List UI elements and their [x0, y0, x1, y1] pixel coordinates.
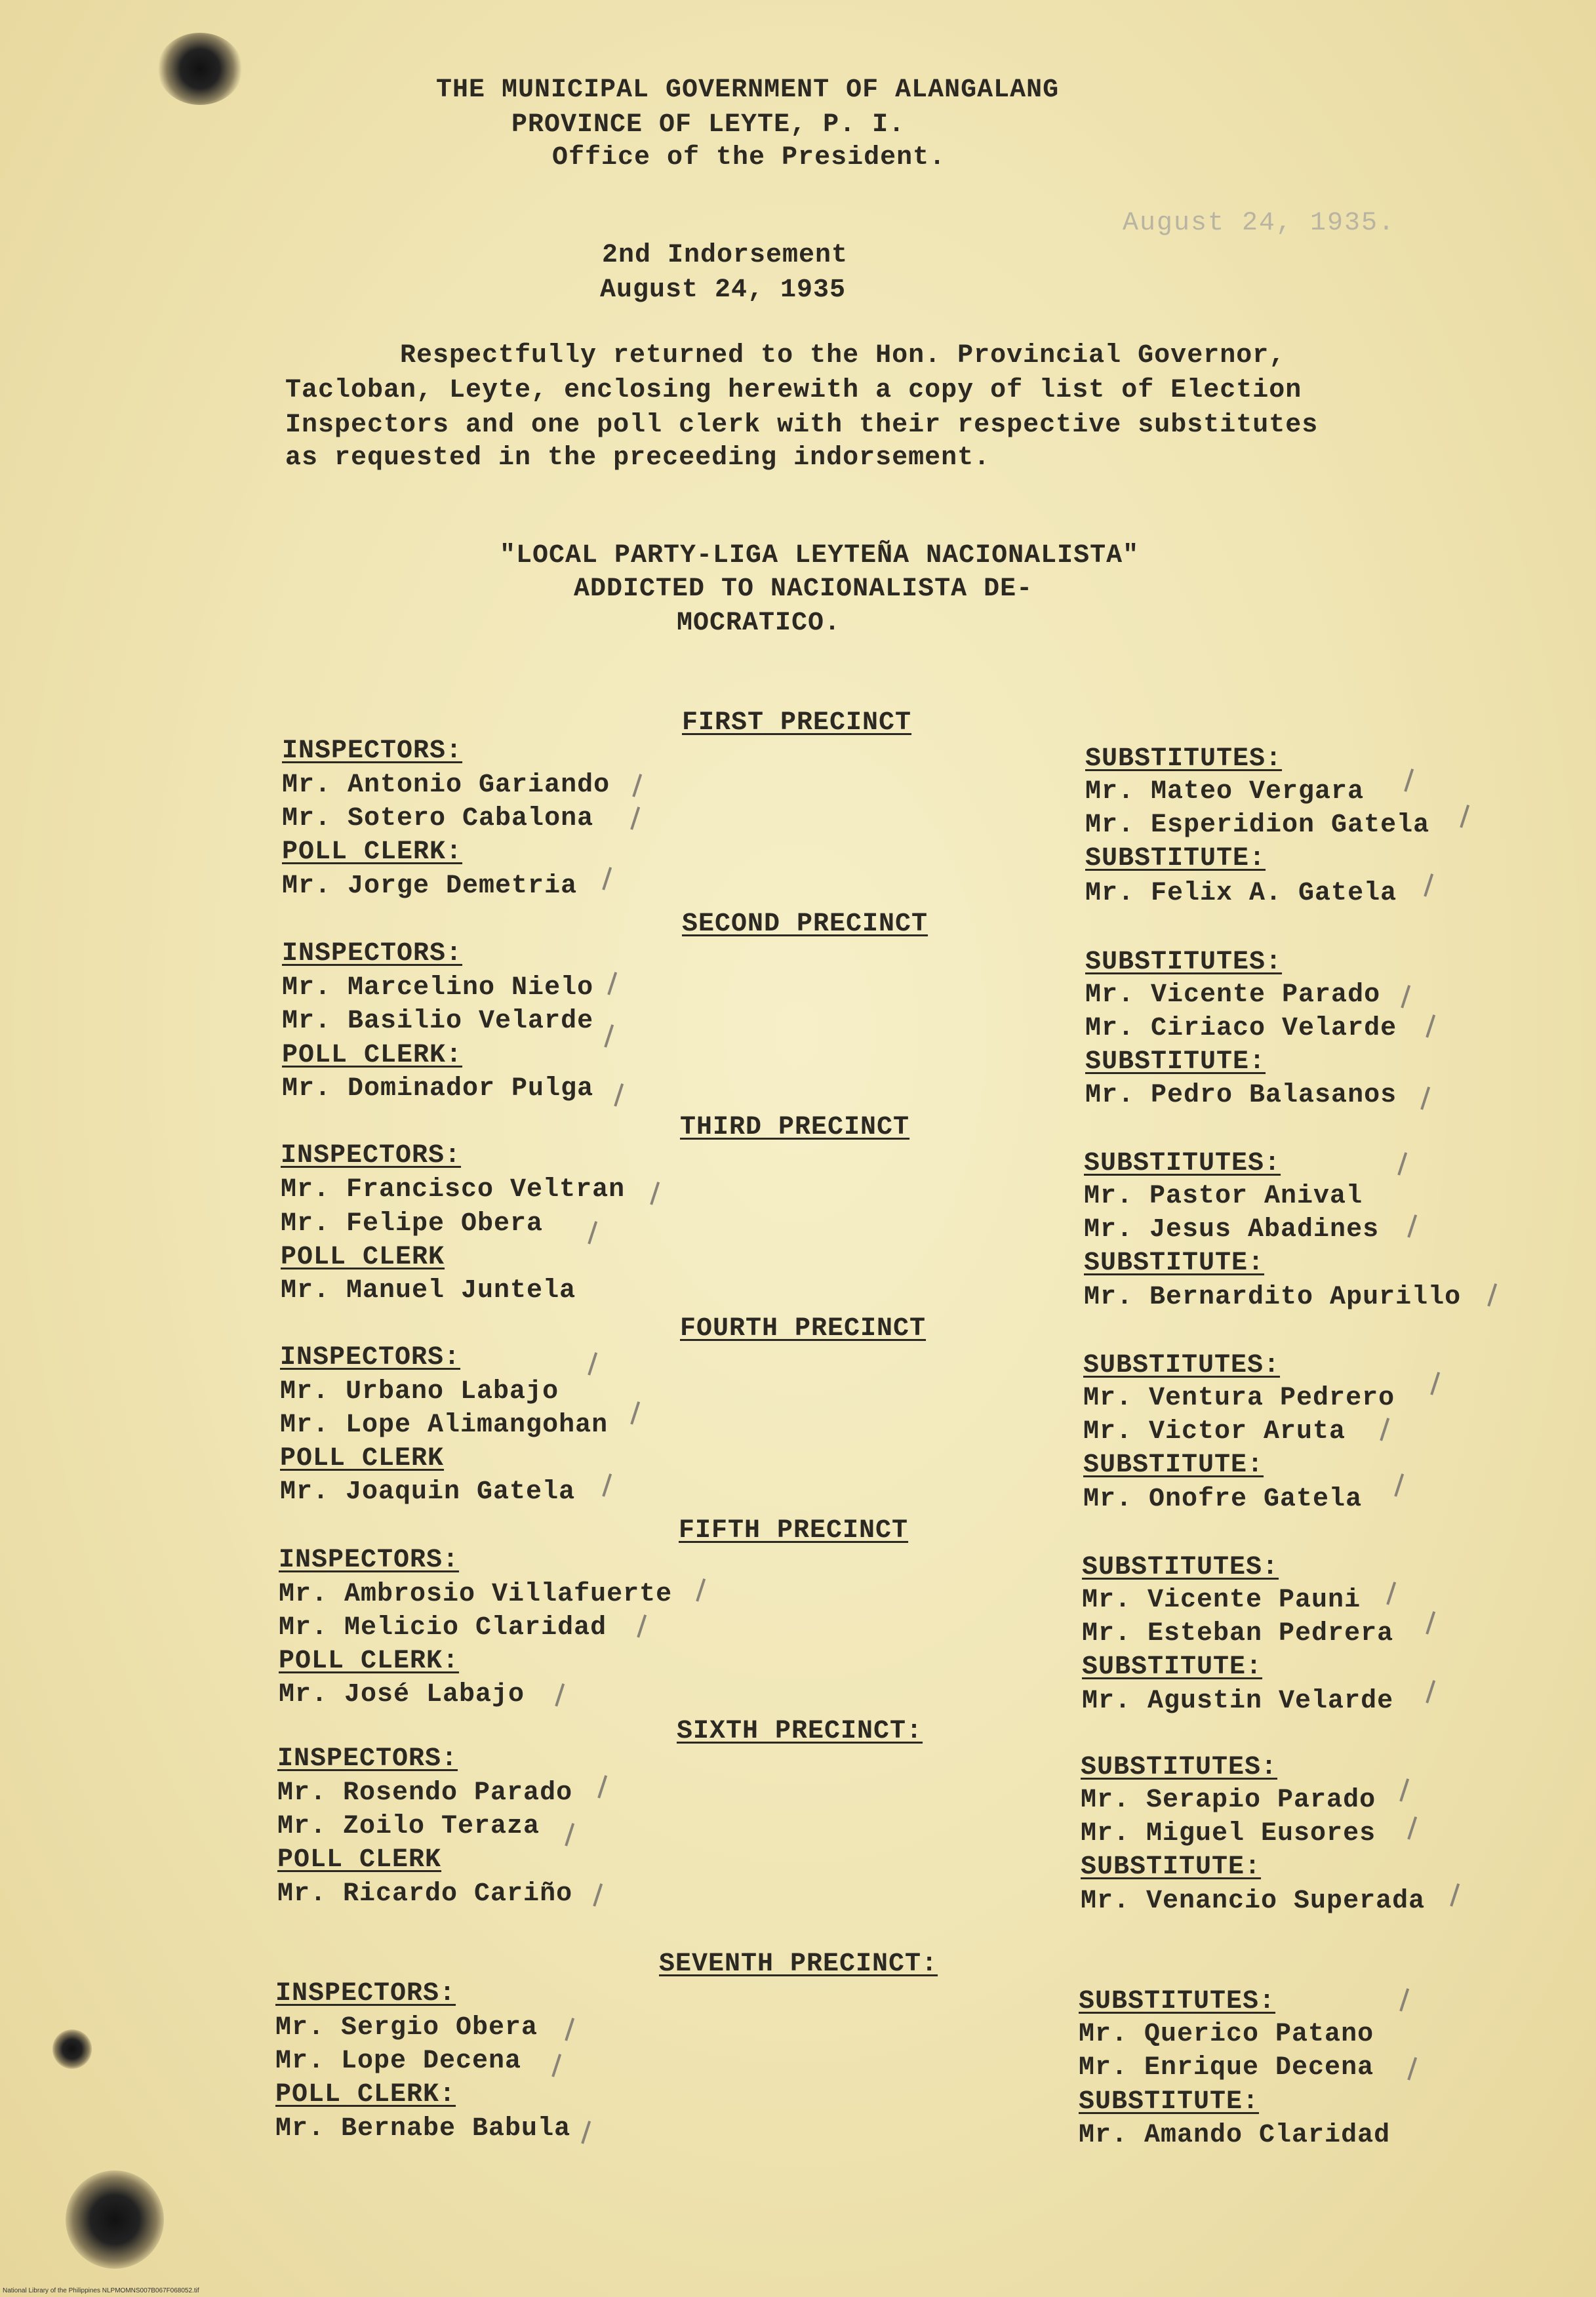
substitute-name: Mr. Felix A. Gatela — [1085, 879, 1397, 908]
precinct-title: SEVENTH PRECINCT: — [659, 1949, 938, 1979]
poll-clerk-name: Mr. Joaquin Gatela — [280, 1477, 576, 1507]
substitute-name: Mr. Mateo Vergara — [1085, 777, 1365, 807]
party-line-3: MOCRATICO. — [677, 609, 841, 638]
check-mark-icon — [1400, 1814, 1417, 1839]
check-mark-icon — [595, 864, 612, 890]
inspector-name: Mr. Antonio Gariando — [282, 770, 610, 800]
check-mark-icon — [586, 1881, 603, 1906]
check-mark-icon — [557, 2015, 574, 2041]
body-line-4: as requested in the preceeding indorsement. — [285, 443, 991, 473]
check-mark-icon — [1393, 982, 1410, 1008]
substitute-name: Mr. Pedro Balasanos — [1085, 1081, 1397, 1110]
check-mark-icon — [1452, 802, 1469, 828]
poll-clerk-name: Mr. Bernabe Babula — [275, 2114, 571, 2144]
check-mark-icon — [1392, 1986, 1409, 2011]
precinct-title: FIFTH PRECINCT — [679, 1516, 909, 1546]
substitute-label: SUBSTITUTE: — [1084, 1248, 1265, 1278]
substitute-name: Mr. Vicente Pauni — [1082, 1586, 1361, 1615]
poll-clerk-name: Mr. Ricardo Cariño — [277, 1879, 573, 1909]
inspector-name: Mr. Marcelino Nielo — [282, 973, 594, 1003]
substitutes-label: SUBSTITUTES: — [1084, 1149, 1281, 1178]
substitute-name: Mr. Ventura Pedrero — [1083, 1384, 1395, 1413]
burn-mark-left — [52, 2029, 92, 2069]
burn-mark-top-left — [157, 33, 243, 105]
check-mark-icon — [623, 804, 640, 829]
inspectors-label: INSPECTORS: — [282, 939, 463, 969]
header-line-2: PROVINCE OF LEYTE, P. I. — [511, 110, 906, 140]
check-mark-icon — [590, 1772, 607, 1798]
check-mark-icon — [607, 1081, 624, 1106]
substitute-name: Mr. Esperidion Gatela — [1085, 810, 1430, 840]
substitute-label: SUBSTITUTE: — [1085, 1047, 1266, 1077]
inspector-name: Mr. Felipe Obera — [281, 1209, 544, 1239]
check-mark-icon — [600, 969, 617, 995]
substitutes-label: SUBSTITUTES: — [1085, 948, 1283, 977]
substitutes-label: SUBSTITUTES: — [1083, 1351, 1281, 1380]
check-mark-icon — [1443, 1881, 1460, 1906]
substitute-name: Mr. Ciriaco Velarde — [1085, 1014, 1397, 1043]
check-mark-icon — [1413, 1084, 1430, 1109]
party-line-1: "LOCAL PARTY-LIGA LEYTEÑA NACIONALISTA" — [500, 541, 1140, 570]
check-mark-icon — [643, 1179, 660, 1205]
check-mark-icon — [544, 2051, 561, 2077]
precinct-title: SIXTH PRECINCT: — [677, 1717, 923, 1746]
check-mark-icon — [629, 1612, 647, 1637]
poll-clerk-label: POLL CLERK — [280, 1444, 445, 1473]
substitute-name: Mr. Vicente Parado — [1085, 980, 1381, 1010]
precinct-title: THIRD PRECINCT — [680, 1113, 910, 1142]
substitute-label: SUBSTITUTE: — [1079, 2087, 1260, 2117]
substitute-label: SUBSTITUTE: — [1085, 844, 1266, 873]
indorsement-date: August 24, 1935 — [600, 275, 847, 305]
check-mark-icon — [1480, 1281, 1497, 1306]
poll-clerk-name: Mr. Dominador Pulga — [282, 1074, 594, 1104]
poll-clerk-name: Mr. Jorge Demetria — [282, 871, 578, 901]
precinct-title: SECOND PRECINCT — [682, 909, 928, 939]
poll-clerk-label: POLL CLERK: — [279, 1647, 460, 1676]
check-mark-icon — [597, 1022, 614, 1047]
substitutes-label: SUBSTITUTES: — [1081, 1753, 1278, 1782]
header-line-3: Office of the President. — [552, 143, 946, 172]
substitute-label: SUBSTITUTE: — [1082, 1652, 1263, 1682]
inspector-name: Mr. Rosendo Parado — [277, 1778, 573, 1808]
poll-clerk-label: POLL CLERK — [277, 1845, 442, 1875]
inspectors-label: INSPECTORS: — [280, 1343, 461, 1372]
burn-mark-bottom-left — [66, 2170, 164, 2269]
check-mark-icon — [1390, 1149, 1407, 1175]
inspector-name: Mr. Lope Decena — [275, 2047, 522, 2076]
check-mark-icon — [625, 771, 642, 797]
check-mark-icon — [1387, 1471, 1404, 1496]
inspector-name: Mr. Francisco Veltran — [281, 1175, 626, 1205]
body-line-3: Inspectors and one poll clerk with their respective substitutes — [285, 410, 1319, 440]
date-stamp: August 24, 1935. — [1123, 209, 1396, 238]
check-mark-icon — [623, 1399, 640, 1424]
substitute-name: Mr. Jesus Abadines — [1084, 1215, 1380, 1245]
inspector-name: Mr. Urbano Labajo — [280, 1377, 559, 1407]
substitutes-label: SUBSTITUTES: — [1079, 1987, 1276, 2016]
substitutes-label: SUBSTITUTES: — [1082, 1553, 1279, 1582]
body-line-1: Respectfully returned to the Hon. Provincial Governor, — [400, 341, 1286, 370]
check-mark-icon — [688, 1576, 706, 1601]
substitute-label: SUBSTITUTE: — [1083, 1450, 1264, 1480]
substitute-name: Mr. Pastor Anival — [1084, 1182, 1363, 1211]
substitute-name: Mr. Victor Aruta — [1083, 1417, 1346, 1447]
inspector-name: Mr. Lope Alimangohan — [280, 1410, 608, 1440]
poll-clerk-label: POLL CLERK — [281, 1243, 445, 1272]
check-mark-icon — [1416, 871, 1433, 896]
body-line-2: Tacloban, Leyte, enclosing herewith a copy of list of Election — [285, 376, 1302, 405]
inspectors-label: INSPECTORS: — [282, 736, 463, 766]
poll-clerk-label: POLL CLERK: — [282, 1041, 463, 1070]
check-mark-icon — [1423, 1369, 1440, 1395]
precinct-title: FOURTH PRECINCT — [680, 1314, 927, 1344]
check-mark-icon — [580, 1218, 597, 1244]
inspector-name: Mr. Melicio Claridad — [279, 1613, 607, 1643]
inspector-name: Mr. Zoilo Teraza — [277, 1812, 540, 1841]
substitute-name: Mr. Enrique Decena — [1079, 2053, 1374, 2083]
check-mark-icon — [1397, 766, 1414, 791]
poll-clerk-label: POLL CLERK: — [275, 2080, 456, 2109]
check-mark-icon — [1418, 1012, 1435, 1037]
check-mark-icon — [1418, 1608, 1435, 1634]
check-mark-icon — [1400, 2054, 1417, 2080]
substitute-name: Mr. Bernardito Apurillo — [1084, 1283, 1462, 1312]
inspectors-label: INSPECTORS: — [279, 1546, 460, 1575]
inspectors-label: INSPECTORS: — [277, 1744, 458, 1774]
archive-footer: National Library of the Philippines NLPMOMNS007B067F068052.tif — [3, 2287, 199, 2294]
check-mark-icon — [574, 2118, 591, 2144]
inspector-name: Mr. Sergio Obera — [275, 2013, 538, 2043]
inspectors-label: INSPECTORS: — [281, 1141, 462, 1170]
inspector-name: Mr. Basilio Velarde — [282, 1007, 594, 1036]
poll-clerk-name: Mr. José Labajo — [279, 1680, 525, 1709]
substitute-name: Mr. Serapio Parado — [1081, 1786, 1376, 1815]
substitute-name: Mr. Esteban Pedrera — [1082, 1619, 1394, 1648]
check-mark-icon — [595, 1471, 612, 1496]
substitute-name: Mr. Venancio Superada — [1081, 1887, 1426, 1916]
substitute-name: Mr. Querico Patano — [1079, 2020, 1374, 2049]
check-mark-icon — [1379, 1579, 1396, 1605]
substitute-name: Mr. Agustin Velarde — [1082, 1687, 1394, 1716]
check-mark-icon — [557, 1820, 574, 1846]
poll-clerk-label: POLL CLERK: — [282, 837, 463, 867]
substitute-name: Mr. Amando Claridad — [1079, 2121, 1391, 2150]
substitutes-label: SUBSTITUTES: — [1085, 744, 1283, 774]
check-mark-icon — [548, 1681, 565, 1706]
precinct-title: FIRST PRECINCT — [682, 708, 912, 738]
inspectors-label: INSPECTORS: — [275, 1979, 456, 2008]
party-line-2: ADDICTED TO NACIONALISTA DE- — [574, 574, 1033, 604]
check-mark-icon — [1392, 1776, 1409, 1801]
check-mark-icon — [1372, 1415, 1389, 1441]
check-mark-icon — [580, 1349, 597, 1375]
inspector-name: Mr. Sotero Cabalona — [282, 804, 594, 833]
check-mark-icon — [1400, 1212, 1417, 1237]
substitute-label: SUBSTITUTE: — [1081, 1852, 1262, 1882]
substitute-name: Mr. Onofre Gatela — [1083, 1485, 1363, 1514]
check-mark-icon — [1418, 1677, 1435, 1703]
indorsement-title: 2nd Indorsement — [602, 241, 848, 270]
substitute-name: Mr. Miguel Eusores — [1081, 1819, 1376, 1848]
inspector-name: Mr. Ambrosio Villafuerte — [279, 1580, 673, 1609]
header-line-1: THE MUNICIPAL GOVERNMENT OF ALANGALANG — [436, 75, 1060, 105]
poll-clerk-name: Mr. Manuel Juntela — [281, 1276, 576, 1306]
